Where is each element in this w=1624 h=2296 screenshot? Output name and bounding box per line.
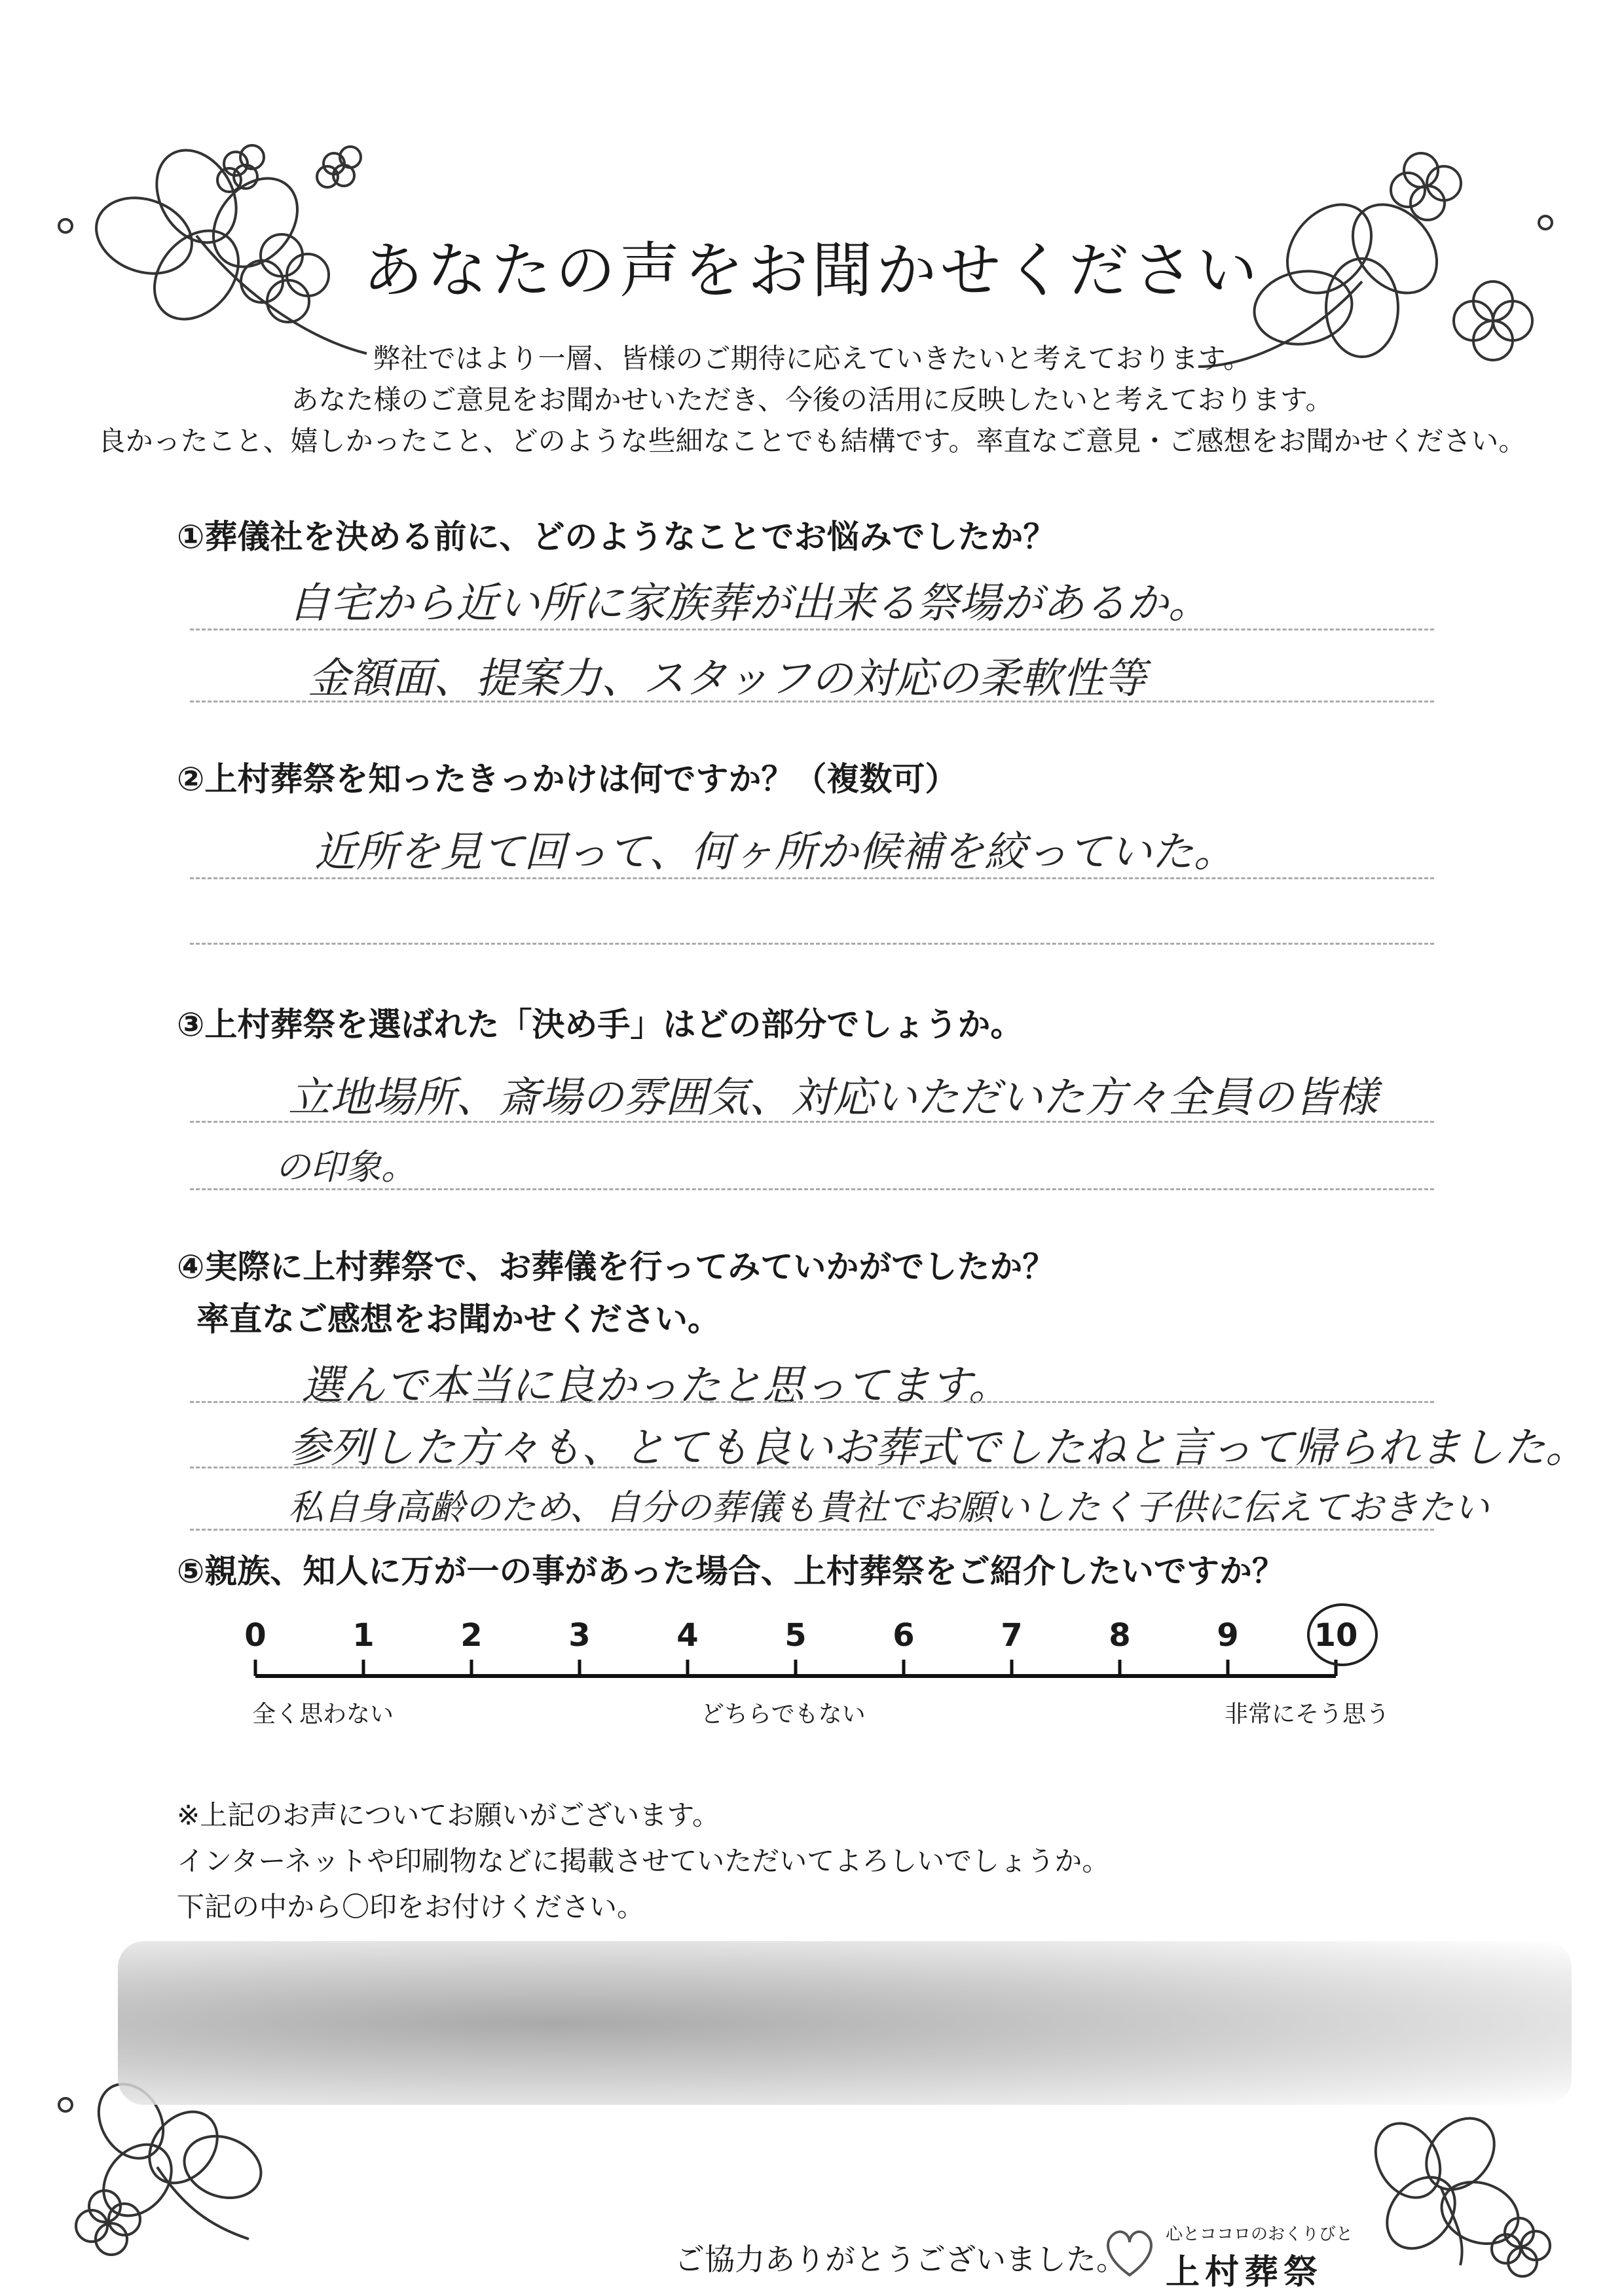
question-4-label: ④実際に上村葬祭で、お葬儀を行ってみていかがでしたか？ [177,1248,1056,1286]
question-3-answer-line-1: 立地場所、斎場の雰囲気、対応いただいた方々全員の皆様 [288,1074,1378,1122]
clover-icon [1363,2105,1527,2265]
question-4-answer-line-1: 選んで本当に良かったと思ってます。 [301,1362,1010,1410]
question-2-answer-line-1: 近所を見て回って、何ヶ所か候補を絞っていた。 [314,828,1236,877]
dot-icon [59,2098,72,2111]
scale-tick-label: 2 [460,1617,483,1654]
note-line-3: 下記の中から〇印をお付けください。 [177,1891,645,1923]
scale-tick-label: 6 [893,1617,915,1654]
scale-tick-label: 7 [1001,1617,1023,1654]
scale-tick-label: 0 [244,1617,267,1654]
question-1-answer-line-1: 自宅から近い所に家族葬が出来る祭場があるか。 [288,579,1210,628]
clover-icon [1492,2218,1550,2276]
intro-line-1: 弊社ではより一層、皆様のご期待に応えていきたいと考えております。 [373,342,1251,374]
question-1-label: ①葬儀社を決める前に、どのようなことでお悩みでしたか？ [177,518,1056,556]
scale-tick-label: 5 [784,1617,807,1654]
scale-right-label: 非常にそう思う [1225,1701,1390,1728]
page-title: あなたの声をお聞かせください [362,236,1261,306]
question-2-label: ②上村葬祭を知ったきっかけは何ですか？（複数可） [177,760,958,798]
scale-tick-label: 8 [1109,1617,1131,1654]
question-1-answer-line-2: 金額面、提案力、スタッフの対応の柔軟性等 [308,655,1146,703]
brand-tagline: 心とココロのおくりびと [1166,2225,1354,2244]
intro-line-3: 良かったこと、嬉しかったこと、どのような些細なことでも結構です。率直なご意見・ご感想をお聞かせください。 [98,425,1526,457]
scale-tick-label: 1 [352,1617,375,1654]
scale-mid-label: どちらでもない [701,1701,866,1728]
note-line-2: インターネットや印刷物などに掲載させていただいてよろしいでしょうか。 [177,1845,1110,1877]
thanks-message: ご協力ありがとうございました。 [674,2242,1126,2277]
question-3-label: ③上村葬祭を選ばれた「決め手」はどの部分でしょうか。 [177,1006,1024,1044]
redacted-signature-area [118,1941,1572,2105]
note-line-1: ※上記のお声についてお願いがございます。 [177,1799,720,1831]
question-4-label-2: 率直なご感想をお聞かせください。 [196,1300,720,1338]
question-4-answer-line-3: 私自身高齢のため、自分の葬儀も貴社でお願いしたく子供に伝えておきたい [288,1487,1489,1528]
brand-name: 上村葬祭 [1166,2253,1323,2292]
heart-logo-icon [1100,2223,1159,2282]
scale-tick-label: 3 [568,1617,591,1654]
scale-tick-label: 10 [1314,1617,1358,1654]
intro-line-2: あなた様のご意見をお聞かせいただき、今後の活用に反映したいと考えております。 [291,384,1333,416]
question-4-answer-line-2: 参列した方々も、とても良いお葬式でしたねと言って帰られました。 [288,1424,1587,1472]
question-3-answer-line-2: の印象。 [275,1146,416,1188]
scale-left-label: 全く思わない [252,1701,394,1728]
clover-icon [76,2191,140,2255]
question-5-label: ⑤親族、知人に万が一の事があった場合、上村葬祭をご紹介したいですか？ [177,1552,1285,1590]
scale-tick-label: 9 [1217,1617,1239,1654]
scale-tick-label: 4 [676,1617,699,1654]
selected-rating-circle [1308,1605,1376,1665]
